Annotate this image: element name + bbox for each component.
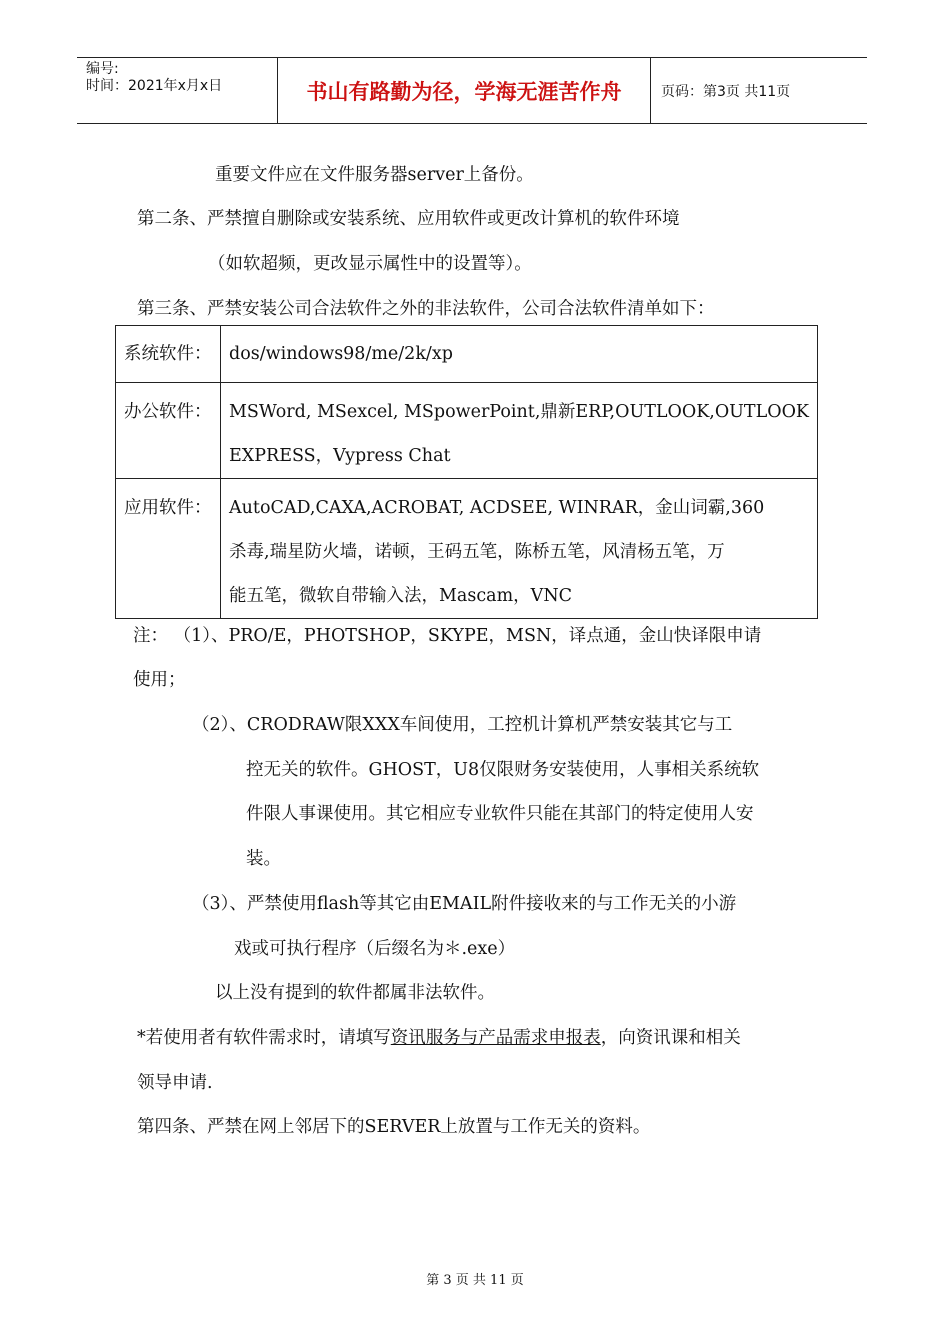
- table-value: EXPRESS，Vypress Chat: [229, 446, 451, 466]
- article-3: 第三条、严禁安装公司合法软件之外的非法软件，公司合法软件清单如下：: [137, 299, 715, 319]
- note-2: （2）、CRODRAW限XXX车间使用，工控机计算机严禁安装其它与工: [192, 715, 733, 735]
- note-2-line-2: 控无关的软件。GHOST，U8仅限财务安装使用，人事相关系统软: [246, 760, 760, 780]
- request-suffix: ，向资讯课和相关: [600, 1028, 741, 1048]
- page-footer: 第 3 页 共 11 页: [426, 1273, 524, 1288]
- table-value: 能五笔，微软自带输入法，Mascam，VNC: [229, 586, 573, 606]
- table-row: [116, 479, 818, 619]
- note-2-line-4: 装。: [246, 849, 281, 869]
- legal-software-table: [115, 325, 818, 619]
- note-3: （3）、严禁使用flash等其它由EMAIL附件接收来的与工作无关的小游: [192, 894, 737, 914]
- article-4: 第四条、严禁在网上邻居下的SERVER上放置与工作无关的资料。: [137, 1117, 651, 1137]
- request-line: [137, 1026, 741, 1050]
- table-row: [116, 383, 818, 479]
- request-continued: 领导申请.: [137, 1073, 213, 1093]
- number-label: 编号:: [86, 61, 119, 77]
- table-value: AutoCAD,CAXA,ACROBAT, ACDSEE, WINRAR，金山词霸,360: [229, 498, 765, 518]
- note-3-continued: 戏或可执行程序（后缀名为＊.exe）: [234, 939, 516, 959]
- note-end: 以上没有提到的软件都属非法软件。: [215, 983, 495, 1003]
- header-motto: 书山有路勤为径，学海无涯苦作舟: [278, 58, 651, 123]
- header-page-number: 页码：第3页 共11页: [661, 83, 791, 100]
- backup-line: 重要文件应在文件服务器server上备份。: [215, 165, 534, 185]
- page-header: [77, 57, 867, 124]
- request-form-link[interactable]: 资讯服务与产品需求申报表: [390, 1028, 601, 1048]
- table-value: 杀毒,瑞星防火墙，诺顿，王码五笔，陈桥五笔，风清杨五笔，万: [229, 542, 725, 562]
- note-1-continued: 使用；: [133, 670, 186, 690]
- request-prefix: *若使用者有软件需求时，请填写: [137, 1028, 391, 1048]
- article-2: 第二条、严禁擅自删除或安装系统、应用软件或更改计算机的软件环境: [137, 209, 680, 229]
- table-key: 系统软件：: [124, 344, 212, 364]
- header-meta: [77, 58, 278, 123]
- table-value: MSWord, MSexcel, MSpowerPoint,鼎新ERP,OUTLOOK,OUTLOOK: [229, 402, 809, 422]
- table-key: 办公软件：: [124, 402, 212, 422]
- note-1: 注： （1）、PRO/E，PHOTSHOP，SKYPE，MSN，译点通，金山快译限申请: [133, 626, 762, 646]
- date-label: 时间：2021年x月x日: [86, 78, 223, 94]
- table-key: 应用软件：: [124, 498, 212, 518]
- table-value: dos/windows98/me/2k/xp: [229, 344, 453, 364]
- article-2-continued: （如软超频，更改显示属性中的设置等）。: [208, 254, 532, 274]
- note-2-line-3: 件限人事课使用。其它相应专业软件只能在其部门的特定使用人安: [246, 804, 754, 824]
- table-row: [116, 326, 818, 383]
